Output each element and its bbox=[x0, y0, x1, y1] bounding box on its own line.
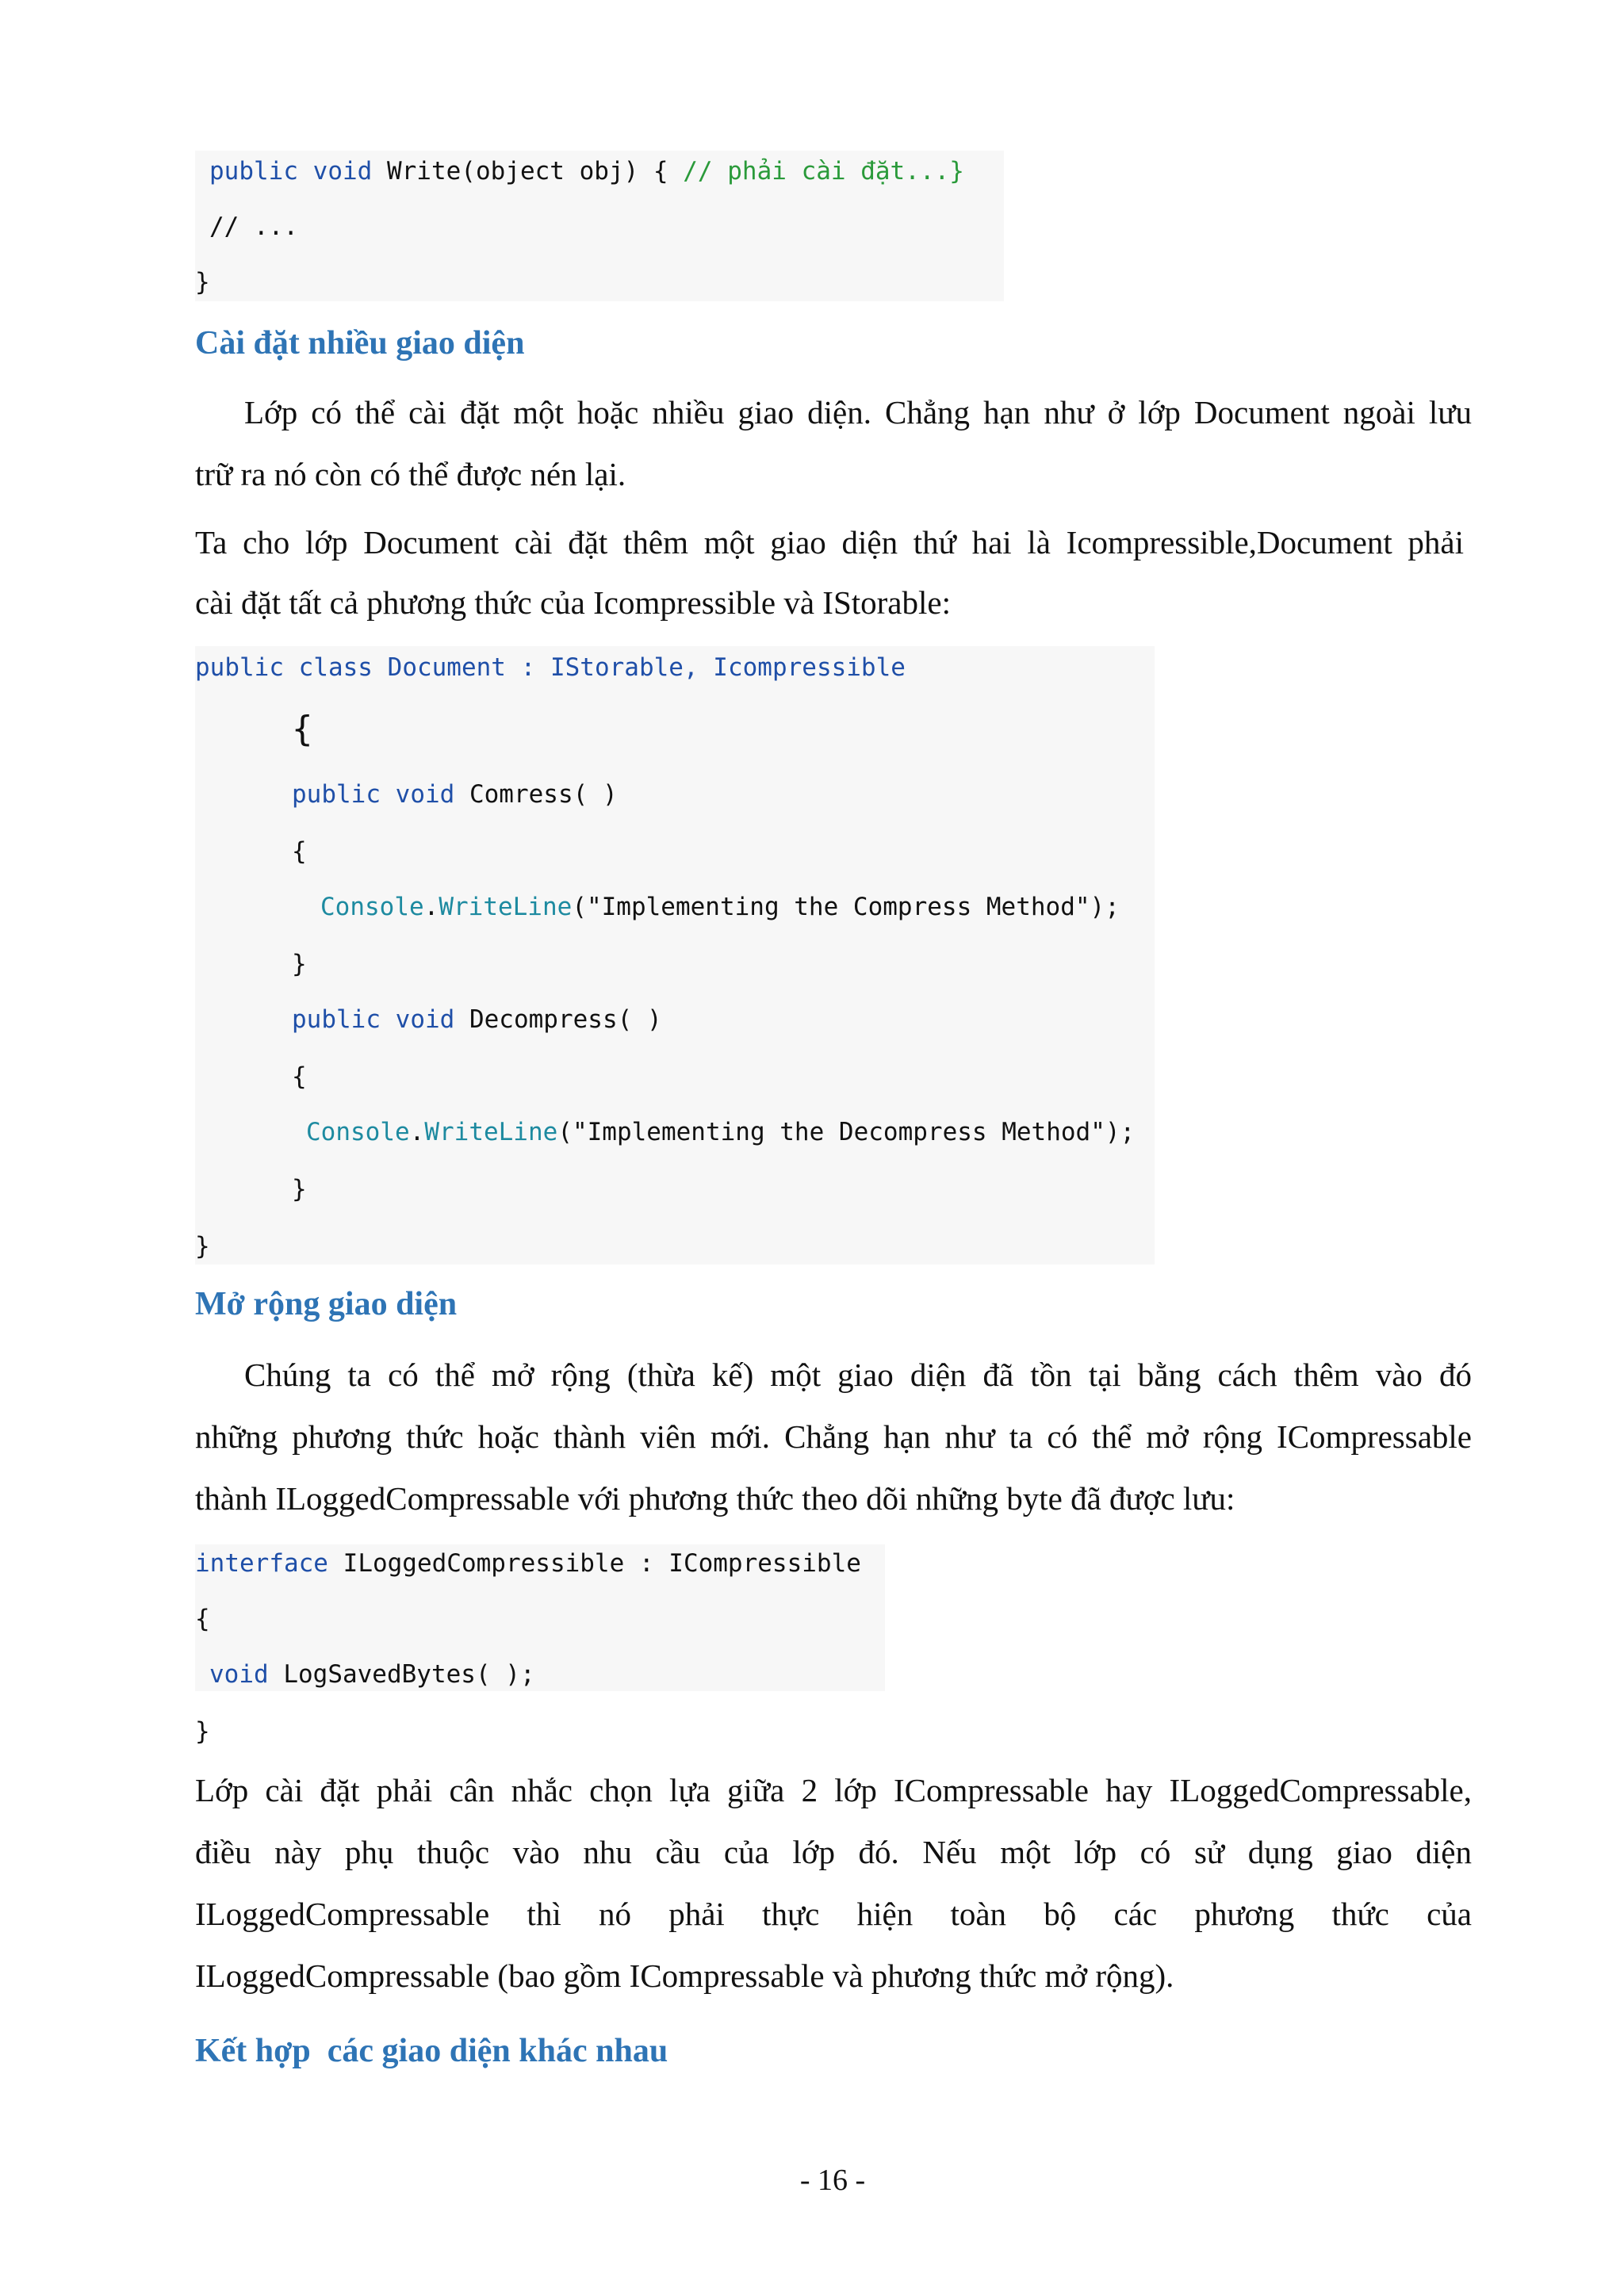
keyword: public bbox=[292, 1005, 381, 1034]
code-separator: : bbox=[520, 653, 536, 682]
code-line: } bbox=[292, 950, 307, 978]
paragraph-line: Ta cho lớp Document cài đặt thêm một giao diện thứ hai là Icompressible,Document phải bbox=[195, 524, 1464, 561]
code-text: ("Implementing the Compress Method"); bbox=[572, 893, 1120, 921]
paragraph-line: thành ILoggedCompressable với phương thức theo dõi những byte đã được lưu: bbox=[195, 1480, 1235, 1517]
paragraph-line: cài đặt tất cả phương thức của Icompressible và IStorable: bbox=[195, 584, 951, 621]
code-line bbox=[195, 652, 906, 683]
method-name: Comress( ) bbox=[469, 780, 618, 809]
keyword: void bbox=[312, 157, 373, 186]
keyword: void bbox=[395, 1005, 455, 1034]
code-line: { bbox=[292, 1062, 307, 1091]
code-line bbox=[292, 779, 618, 810]
keyword: public bbox=[292, 780, 381, 809]
keyword: interface bbox=[195, 1549, 328, 1578]
interface-name: ILoggedCompressible bbox=[343, 1549, 625, 1578]
paragraph-line: Lớp cài đặt phải cân nhắc chọn lựa giữa 2 lớp ICompressable hay ILoggedCompressable, bbox=[195, 1772, 1472, 1808]
keyword: public bbox=[209, 157, 298, 186]
code-separator: : bbox=[638, 1549, 654, 1578]
code-line bbox=[195, 1548, 861, 1579]
method-name: WriteLine bbox=[424, 1118, 558, 1146]
section-heading: Cài đặt nhiều giao diện bbox=[195, 325, 525, 362]
code-text: Write(object obj) { bbox=[386, 157, 684, 186]
keyword: public bbox=[195, 653, 284, 682]
code-line bbox=[320, 891, 1120, 923]
code-block-2-background bbox=[195, 646, 1155, 1265]
code-text: . bbox=[423, 893, 439, 921]
code-line: } bbox=[195, 1232, 210, 1261]
code-line: { bbox=[292, 709, 313, 749]
section-heading: Mở rộng giao diện bbox=[195, 1286, 458, 1322]
code-line: { bbox=[195, 1605, 210, 1633]
code-line: { bbox=[292, 837, 307, 866]
method-name: Decompress( ) bbox=[469, 1005, 662, 1034]
code-line bbox=[292, 1004, 662, 1035]
code-line: } bbox=[292, 1175, 307, 1203]
code-text: . bbox=[409, 1118, 425, 1146]
code-text: ("Implementing the Decompress Method"); bbox=[557, 1118, 1136, 1146]
paragraph-line: ILoggedCompressable thì nó phải thực hiện toàn bộ các phương thức của bbox=[195, 1896, 1472, 1932]
interface-name: ICompressible bbox=[668, 1549, 861, 1578]
paragraph-line: Lớp có thể cài đặt một hoặc nhiều giao diện. Chẳng hạn như ở lớp Document ngoài lưu bbox=[244, 394, 1472, 430]
paragraph-line: Chúng ta có thể mở rộng (thừa kế) một giao diện đã tồn tại bằng cách thêm vào đó bbox=[244, 1357, 1472, 1393]
keyword: void bbox=[395, 780, 455, 809]
type-name: Console bbox=[306, 1118, 410, 1146]
keyword: class bbox=[298, 653, 373, 682]
interface-name: Icompressible bbox=[713, 653, 906, 682]
method-name: WriteLine bbox=[439, 893, 573, 921]
paragraph-line: ILoggedCompressable (bao gồm ICompressable và phương thức mở rộng). bbox=[195, 1957, 1174, 1994]
code-text: LogSavedBytes( ); bbox=[283, 1660, 535, 1689]
code-line: } bbox=[195, 1717, 210, 1746]
code-line: } bbox=[195, 268, 210, 297]
code-comment: // phải cài đặt...} bbox=[683, 157, 964, 186]
code-line bbox=[209, 1659, 535, 1690]
code-line bbox=[209, 155, 964, 187]
interface-name: IStorable, bbox=[550, 653, 699, 682]
paragraph-line: những phương thức hoặc thành viên mới. Chẳng hạn như ta có thể mở rộng ICompressable bbox=[195, 1418, 1472, 1455]
page-number: - 16 - bbox=[799, 2164, 866, 2197]
paragraph-line: điều này phụ thuộc vào nhu cầu của lớp đó. Nếu một lớp có sử dụng giao diện bbox=[195, 1834, 1472, 1870]
section-heading: Kết hợp các giao diện khác nhau bbox=[195, 2033, 668, 2069]
paragraph-line: trữ ra nó còn có thể được nén lại. bbox=[195, 456, 626, 492]
class-name: Document bbox=[387, 653, 506, 682]
keyword: void bbox=[209, 1660, 269, 1689]
code-line bbox=[306, 1116, 1135, 1148]
code-line: // ... bbox=[209, 212, 298, 241]
type-name: Console bbox=[320, 893, 424, 921]
